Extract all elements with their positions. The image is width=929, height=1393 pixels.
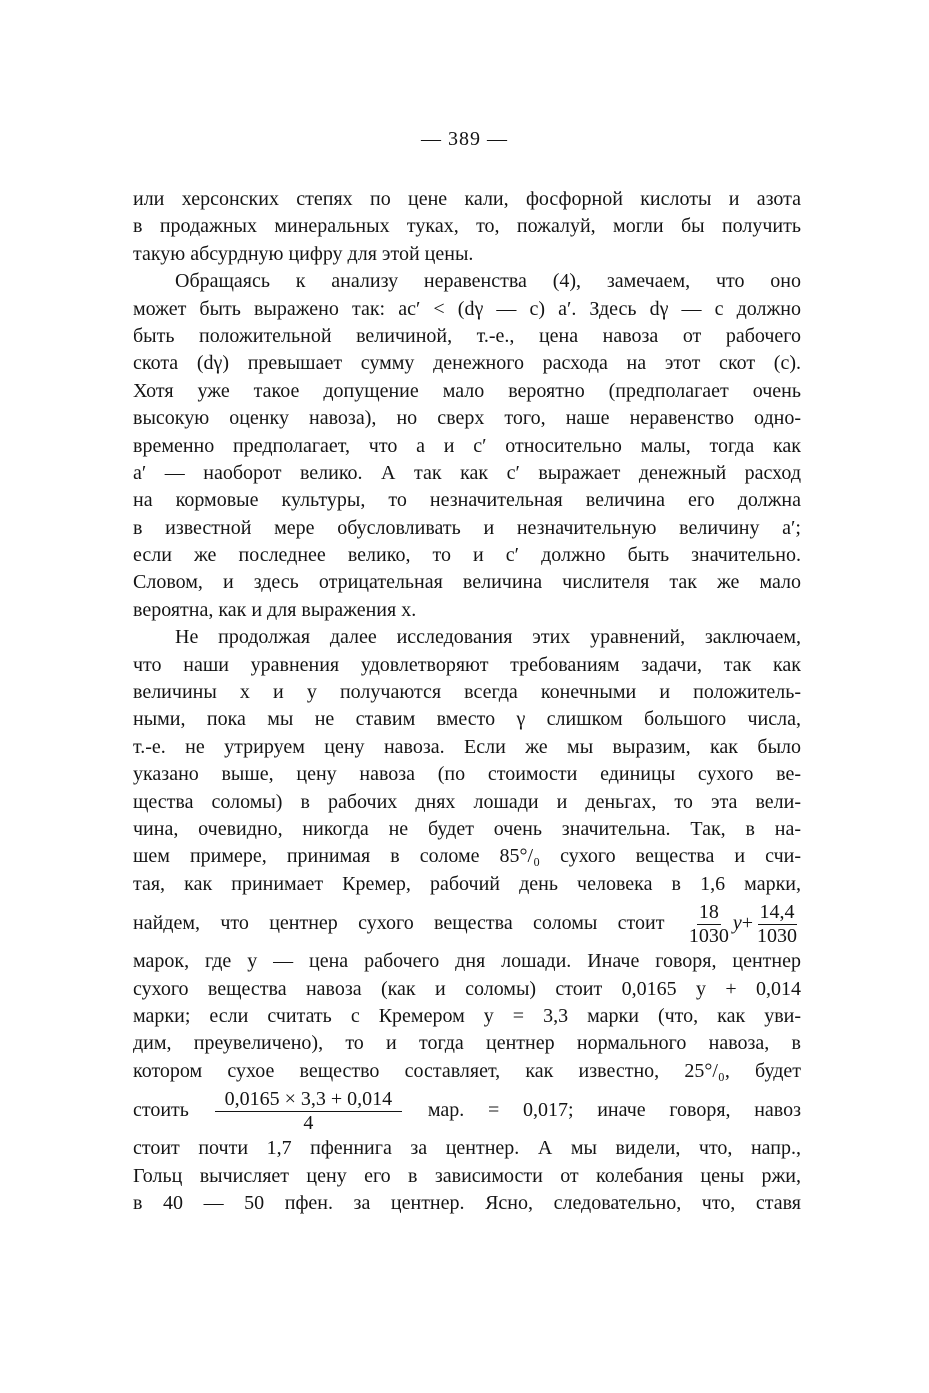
text-line: мар. = 0,017; иначе говоря, навоз	[427, 1099, 802, 1122]
text-line: дим, преувеличено), то и тогда центнер нормального навоза, в	[133, 1032, 801, 1055]
fraction-manure-price	[215, 1089, 403, 1134]
fraction-denominator: 4	[303, 1112, 314, 1135]
text-line: величины x и y получаются всегда конечными и положитель-	[133, 681, 801, 704]
text-line: может быть выражено так: ac′ < (dγ — c) a′. Здесь dγ — c должно	[133, 297, 801, 320]
text-line: найдем, что центнер сухого вещества соломы стоит	[133, 912, 665, 935]
fraction-denominator: 1030	[757, 925, 797, 948]
text-line: высокую оценку навоза), но сверх того, наше неравенство одно-	[133, 407, 801, 430]
text-line: шем примере, принимая в соломе 85°/₀ сухого вещества и счи-	[133, 845, 801, 868]
text-line: щества соломы) в рабочих днях лошади и деньгах, то эта вели-	[133, 790, 801, 813]
text-line: в известной мере обусловливать и незначительную величину a′;	[133, 516, 801, 539]
text-line: a′ — наоборот велико. А так как c′ выражает денежный расход	[133, 461, 801, 484]
text-line: чина, очевидно, никогда не будет очень значительна. Так, в на-	[133, 817, 801, 840]
text-line: стоит почти 1,7 пфеннига за центнер. А мы видели, что, напр.,	[133, 1137, 801, 1160]
text-line: марок, где y — цена рабочего дня лошади. Иначе говоря, центнер	[133, 950, 801, 973]
text-line: Гольц вычисляет цену его в зависимости от колебания цены ржи,	[133, 1164, 801, 1187]
fraction-numerator: 18	[698, 901, 719, 924]
text-line: марки; если считать с Кремером y = 3,3 марки (что, как уви-	[133, 1004, 801, 1027]
text-line: вероятна, как и для выражения x.	[133, 598, 417, 621]
text-line: стоить	[133, 1099, 189, 1122]
fraction-14-4-1030	[755, 902, 799, 947]
text-line: быть положительной величиной, т.-е., цена навоза от рабочего	[133, 324, 801, 347]
formula-variable: y	[732, 912, 742, 935]
text-line: что наши уравнения удовлетворяют требованиям задачи, так как	[133, 653, 801, 676]
text-line: т.-е. не утрируем цену навоза. Если же мы выразим, как было	[133, 735, 801, 758]
text-line: котором сухое вещество составляет, как известно, 25°/₀, будет	[133, 1059, 801, 1082]
fraction-numerator: 0,0165 × 3,3 + 0,014	[215, 1089, 403, 1112]
body-text	[133, 186, 801, 1217]
text-line: тая, как принимает Кремер, рабочий день человека в 1,6 марки,	[133, 872, 801, 895]
text-line: указано выше, цену навоза (по стоимости единицы сухого ве-	[133, 763, 801, 786]
text-line: сухого вещества навоза (как и соломы) стоит 0,0165 y + 0,014	[133, 977, 801, 1000]
text-line: Словом, и здесь отрицательная величина числителя так же мало	[133, 571, 801, 594]
text-line: в продажных минеральных туках, то, пожалуй, могли бы получить	[133, 215, 801, 238]
text-line: такую абсурдную цифру для этой цены.	[133, 242, 474, 265]
fraction-18-1030	[687, 902, 731, 947]
text-line: ными, пока мы не ставим вместо γ слишком большого числа,	[133, 708, 801, 731]
fraction-numerator: 14,4	[759, 901, 795, 924]
fraction-denominator: 1030	[688, 925, 729, 948]
text-line: или херсонских степях по цене кали, фосфорной кислоты и азота	[133, 188, 801, 210]
text-line: на кормовые культуры, то незначительная величина его должна	[133, 489, 801, 512]
text-line: Хотя уже такое допущение мало вероятно (предполагает очень	[133, 379, 801, 402]
formula-line-2	[133, 1085, 801, 1135]
page-number: — 389 —	[421, 128, 508, 150]
formula-line-1	[133, 898, 801, 948]
paragraph-first-line: Не продолжая далее исследования этих уравнений, заключаем,	[175, 626, 801, 649]
text-line: временно предполагает, что a и c′ относительно малы, тогда как	[133, 434, 801, 457]
text-line: в 40 — 50 пфен. за центнер. Ясно, следовательно, что, ставя	[133, 1191, 801, 1214]
text-line: если же последнее велико, то и c′ должно быть значительно.	[133, 544, 801, 567]
text-line: скота (dγ) превышает сумму денежного расхода на этот скот (c).	[133, 352, 801, 375]
formula-plus: +	[741, 912, 753, 935]
paragraph-first-line: Обращаясь к анализу неравенства (4), замечаем, что оно	[175, 270, 801, 293]
